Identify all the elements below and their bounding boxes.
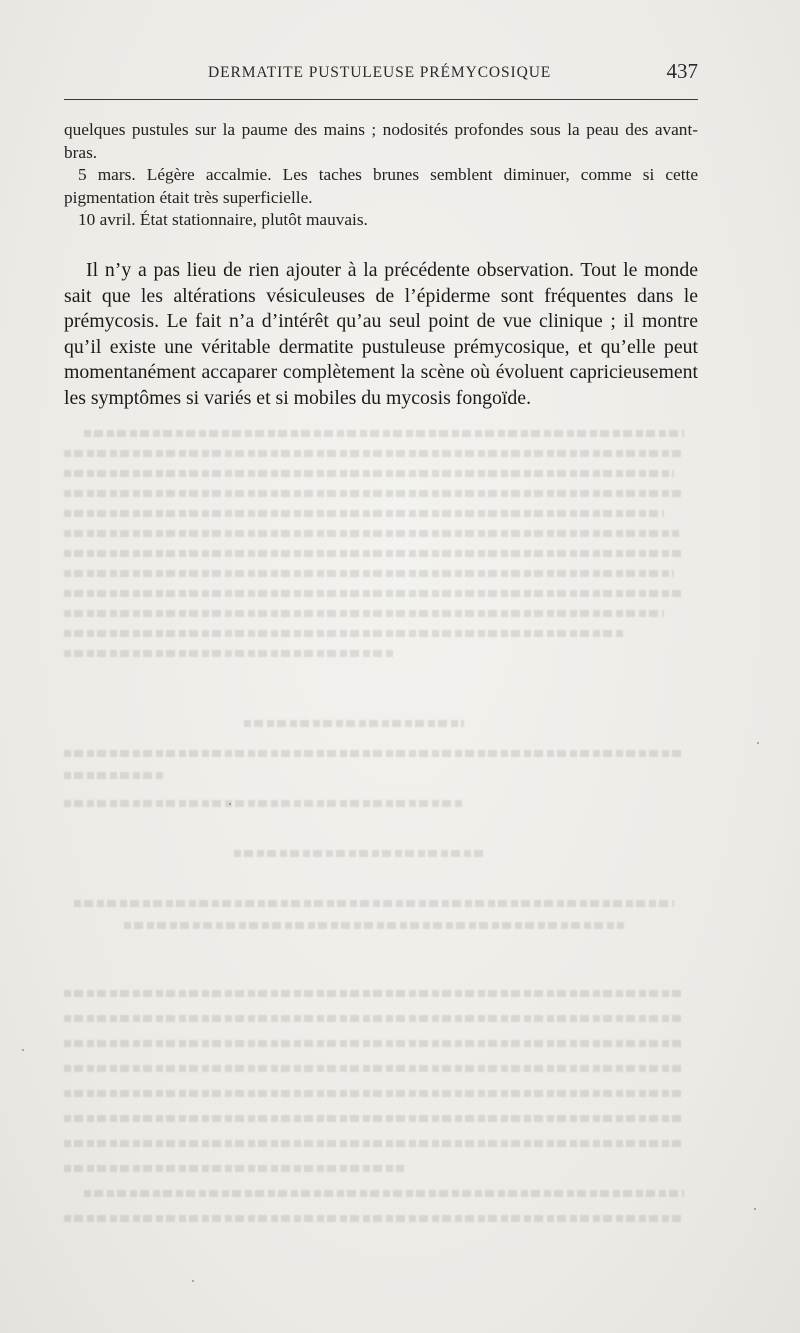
paper-speck	[754, 1208, 756, 1210]
page-header	[64, 58, 698, 88]
paper-speck	[757, 742, 759, 744]
commentary-paragraph: Il n’y a pas lieu de rien ajouter à la précédente observation. Tout le monde sait que les altérations vésiculeuses de l’épiderme sont fréquentes dans le prémycosis. Le fait n’a d’intérêt qu’au seul point de vue clinique ; il montre qu’il existe une véritable dermatite pustuleuse prémycosique, et qu’elle peut momentanément accaparer complètement la scène où évoluent capricieusement les symptômes si variés et si mobiles du mycosis fongoïde.	[64, 259, 698, 409]
running-title: DERMATITE PUSTULEUSE PRÉMYCOSIQUE	[208, 64, 552, 81]
note-continuation: quelques pustules sur la paume des mains ; nodosités profondes sous la peau des avant-bras.	[64, 120, 698, 162]
paper-speck	[192, 1280, 194, 1282]
case-notes	[64, 119, 698, 232]
show-through-text	[64, 430, 704, 1250]
page-number: 437	[666, 59, 698, 83]
header-rule	[64, 99, 698, 100]
paper-speck	[229, 803, 231, 805]
note-10-avril: 10 avril. État stationnaire, plutôt mauvais.	[78, 210, 368, 229]
commentary	[64, 258, 698, 412]
note-5-mars: 5 mars. Légère accalmie. Les taches brunes semblent diminuer, comme si cette pigmentation était très superficielle.	[64, 165, 698, 207]
paper-speck	[22, 1049, 24, 1051]
